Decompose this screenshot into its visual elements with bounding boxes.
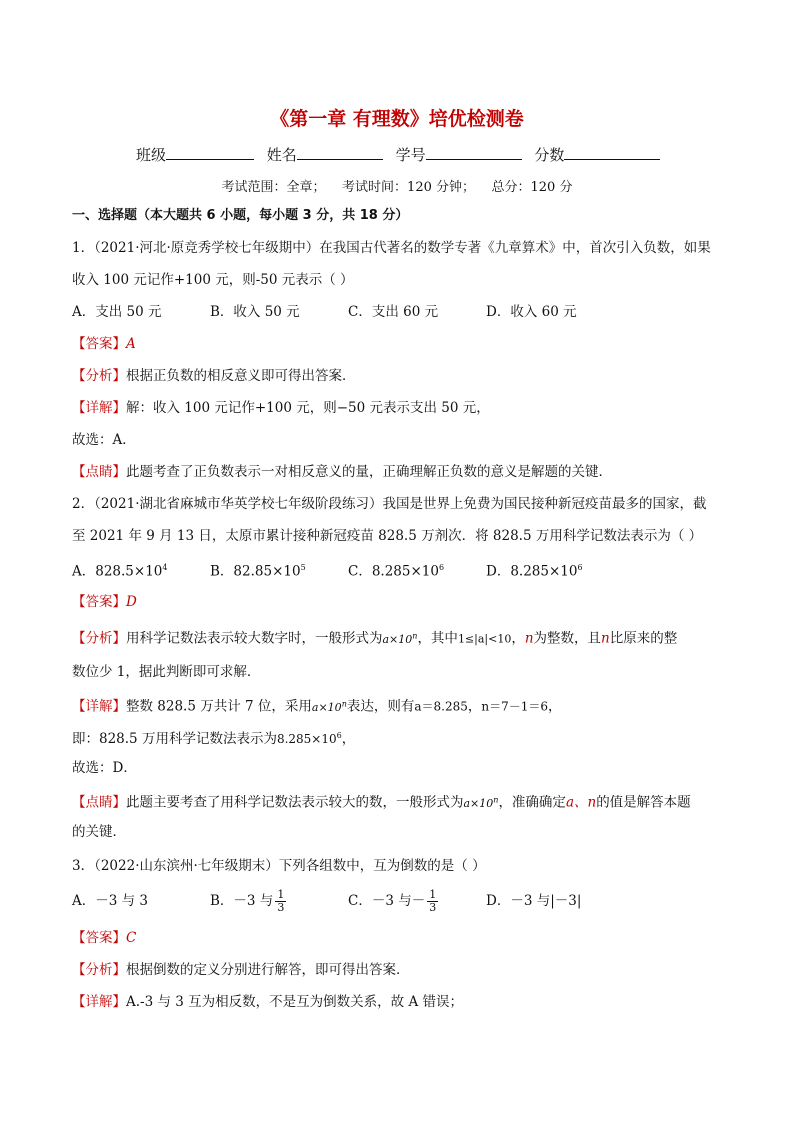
- q2-answer-value: D: [126, 594, 137, 610]
- q3-answer: [72, 928, 136, 948]
- answer-tag: 【答案】: [72, 930, 126, 946]
- q3-options: [72, 886, 581, 916]
- q2-detail-line2: 即：828.5 万用科学记数法表示为$8.285\times 10^6$，: [72, 731, 356, 747]
- q3-answer-value: C: [126, 930, 137, 946]
- id-blank[interactable]: [426, 145, 522, 160]
- section-heading: 一、选择题（本大题共 6 小题，每小题 3 分，共 18 分）: [72, 208, 409, 223]
- detail-tag: 【详解】: [72, 698, 126, 715]
- q2-analysis-line2: 数位少 1，据此判断即可求解．: [72, 664, 261, 680]
- score-blank[interactable]: [564, 145, 660, 160]
- q2-option-a: A．$828.5\times 10^4$: [72, 563, 168, 580]
- math-form: $a\times 10^n$: [463, 795, 499, 810]
- name-blank[interactable]: [297, 145, 383, 160]
- analysis-tag: 【分析】: [72, 962, 126, 978]
- q1-analysis-text: 根据正负数的相反意义即可得出答案．: [126, 368, 356, 384]
- answer-tag: 【答案】: [72, 336, 126, 352]
- q3-option-a: A．－3 与 3: [72, 893, 149, 909]
- exam-scope: 考试范围：全章； 考试时间：120 分钟； 总分：120 分: [221, 180, 573, 195]
- class-blank[interactable]: [166, 145, 254, 160]
- q3-option-b: B．－3 与 $\frac{1}{3}$: [210, 888, 285, 914]
- q1-analysis: [72, 366, 356, 386]
- q2-option-b: B．$82.85\times 10^5$: [210, 563, 306, 580]
- math-range: 1≤|a|<10: [457, 632, 512, 646]
- q2-detail: 【详解】整数 828.5 万共计 7 位，采用$a\times 10^n$表达，则有a＝8.285，n＝7－1＝6，: [72, 698, 562, 715]
- math-form: $a\times 10^n$: [382, 631, 418, 646]
- q1-stem-line2: 收入 100 元记作+100 元，则-50 元表示（ ）: [72, 272, 354, 288]
- score-label: 分数: [534, 146, 565, 164]
- page-title: 《第一章 有理数》培优检测卷: [270, 108, 524, 130]
- q2-option-d: D．$8.285\times 10^6$: [486, 563, 583, 580]
- q1-answer-value: A: [126, 336, 136, 352]
- q1-comment-text: 此题考查了正负数表示一对相反意义的量，正确理解正负数的意义是解题的关键．: [126, 464, 612, 480]
- q1-choose: 故选：A．: [72, 432, 136, 448]
- q1-detail-text: 解：收入 100 元记作+100 元，则−50 元表示支出 50 元，: [126, 400, 490, 416]
- q1-option-d: D．收入 60 元: [486, 304, 577, 320]
- comment-tag: 【点睛】: [72, 464, 126, 480]
- q2-answer: [72, 592, 137, 612]
- name-label: 姓名: [266, 146, 297, 164]
- math-eq-a: a＝8.285: [414, 699, 468, 714]
- math-result: $8.285\times 10^6$: [276, 731, 342, 746]
- q1-comment: [72, 462, 612, 482]
- q2-options: [72, 558, 583, 582]
- q2-choose: 故选：D．: [72, 760, 137, 776]
- q1-option-c: C．支出 60 元: [348, 304, 439, 320]
- q2-option-c: C．$8.285\times 10^6$: [348, 563, 445, 580]
- q3-stem: 3．（2022·山东滨州·七年级期末）下列各组数中，互为倒数的是（ ）: [72, 858, 486, 874]
- q2-comment: 【点睛】此题主要考查了用科学记数法表示较大的数，一般形式为$a\times 10^n$，准确确定a、n的值是解答本题: [72, 794, 691, 811]
- q3-detail: 【详解】A.-3 与 3 互为相反数，不是互为倒数关系，故 A 错误；: [72, 994, 463, 1010]
- q3-option-c: C．－3 与－ $\frac{1}{3}$: [348, 888, 437, 914]
- detail-tag: 【详解】: [72, 400, 126, 416]
- analysis-tag: 【分析】: [72, 368, 126, 384]
- analysis-tag: 【分析】: [72, 630, 126, 647]
- q3-analysis: 【分析】根据倒数的定义分别进行解答，即可得出答案．: [72, 962, 410, 978]
- class-label: 班级: [136, 146, 167, 164]
- id-label: 学号: [395, 146, 426, 164]
- q1-stem-line1: 1．（2021·河北·原竞秀学校七年级期中）在我国古代著名的数学专著《九章算术》中，首次引入负数，如果: [72, 240, 711, 256]
- q2-stem-line1: 2．（2021·湖北省麻城市华英学校七年级阶段练习）我国是世界上免费为国民接种新冠疫苗最多的国家，截: [72, 496, 707, 512]
- answer-tag: 【答案】: [72, 594, 126, 610]
- comment-tag: 【点睛】: [72, 794, 126, 811]
- math-eq-n: n＝7－1＝6: [481, 699, 548, 714]
- q2-comment-line2: 的关键．: [72, 824, 126, 840]
- math-form: $a\times 10^n$: [311, 699, 347, 714]
- q2-analysis: 【分析】用科学记数法表示较大数字时，一般形式为$a\times 10^n$，其中1≤|a|<10，n为整数，且n比原来的整: [72, 630, 678, 647]
- q2-stem-line2: 至 2021 年 9 月 13 日，太原市累计接种新冠疫苗 828.5 万剂次．将 828.5 万用科学记数法表示为（ ）: [72, 528, 703, 544]
- fraction: $\frac{1}{3}$: [429, 888, 437, 914]
- q1-options: [72, 302, 577, 322]
- q1-answer: [72, 334, 136, 354]
- fraction: $\frac{1}{3}$: [277, 888, 285, 914]
- q3-option-d: D．－3 与|－3|: [486, 893, 582, 909]
- detail-tag: 【详解】: [72, 994, 126, 1010]
- q1-option-a: A．支出 50 元: [72, 304, 162, 320]
- q1-detail: [72, 398, 490, 418]
- student-info-row: [136, 144, 668, 165]
- q1-option-b: B．收入 50 元: [210, 304, 300, 320]
